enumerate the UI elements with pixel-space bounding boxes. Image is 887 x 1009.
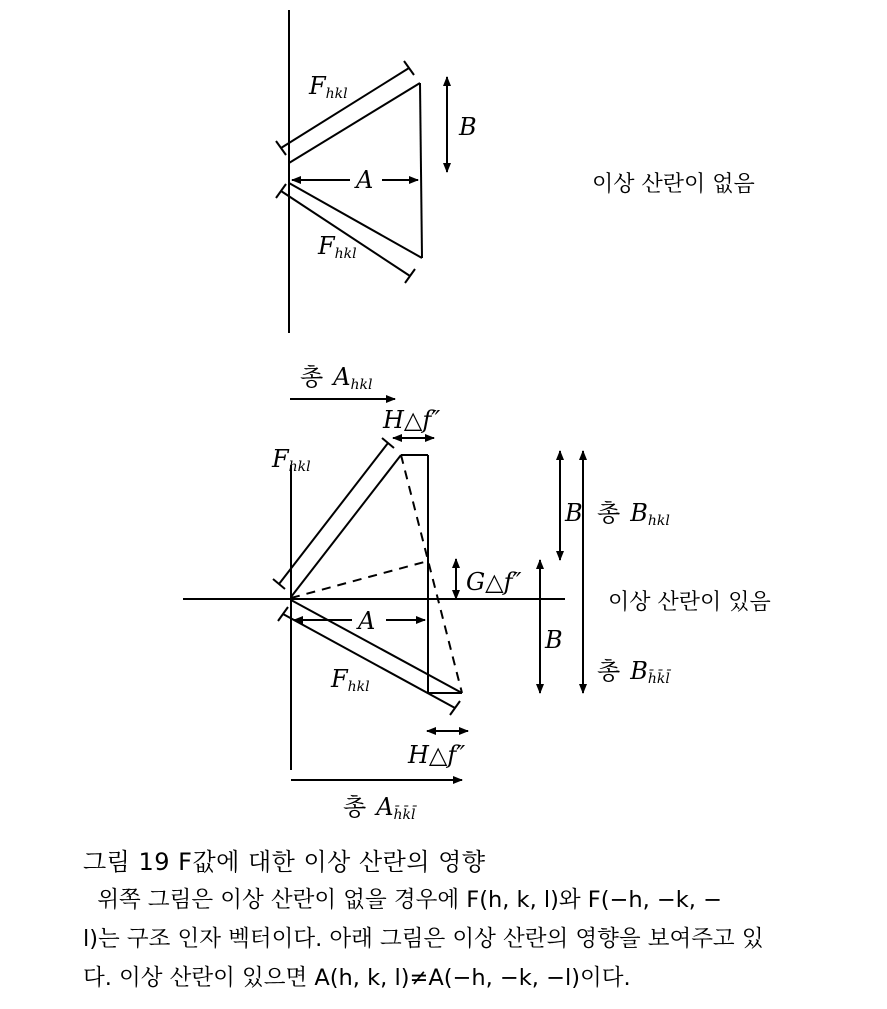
figure-caption-body: 위쪽 그림은 이상 산란이 없을 경우에 F(h, k, l)와 F(−h, −k, − l)는 구조 인자 벡터이다. 아래 그림은 이상 산란의 영향을 보여주고 있 다. 이상 산란이 있으면 A(h, k, l)≠A(−h, −k, −l)이다.: [83, 887, 764, 991]
bottom-total-a-bottom-label: 총 Ah̄k̄l̄: [343, 793, 416, 823]
top-b-label: B: [459, 113, 477, 141]
figure-caption: [83, 842, 883, 998]
top-f-upper-tick-start: [276, 141, 286, 155]
bottom-total-b-bar-label: 총 Bh̄k̄l̄: [597, 657, 670, 687]
bottom-dashed-to-a: [291, 561, 428, 598]
top-labels: [308, 72, 755, 262]
top-triangle-right-edge: [420, 83, 422, 258]
top-f-lower-bracket: [281, 191, 410, 276]
bottom-h-delta-bottom-label: H△f″: [408, 741, 466, 769]
bottom-condition-label: 이상 산란이 있음: [608, 590, 771, 615]
bottom-g-delta-label: G△f″: [466, 568, 522, 596]
bottom-total-b-hkl-label: 총 Bhkl: [597, 499, 670, 529]
bottom-f-upper-vector: [291, 455, 401, 597]
top-f-upper-bracket: [281, 68, 409, 148]
bottom-labels: [271, 363, 771, 823]
figure-caption-title: 그림 19 F값에 대한 이상 산란의 영향: [83, 848, 486, 876]
top-condition-label: 이상 산란이 없음: [592, 172, 755, 197]
bottom-h-delta-top-label: H△f″: [383, 406, 441, 434]
bottom-total-a-top-label: 총 Ahkl: [300, 363, 373, 393]
bottom-f-lower-tick-end: [450, 701, 460, 715]
top-f-lower-label: Fhkl: [318, 232, 357, 262]
top-f-upper-label: Fhkl: [309, 72, 348, 102]
bottom-f-lower-label: Fhkl: [331, 665, 370, 695]
bottom-f-upper-label: Fhkl: [272, 445, 311, 475]
bottom-b-upper-label: B: [565, 499, 583, 527]
top-a-label: A: [356, 166, 374, 194]
top-f-lower-tick-start: [276, 184, 286, 198]
bottom-a-label: A: [358, 607, 376, 635]
bottom-f-lower-vector: [291, 600, 462, 693]
bottom-b-lower-label: B: [545, 626, 563, 654]
bottom-f-lower-tick-start: [278, 607, 288, 621]
bottom-diagram: [183, 399, 583, 780]
bottom-f-upper-tick-end: [382, 438, 394, 448]
bottom-dashed-diagonal: [401, 455, 462, 693]
bottom-f-upper-tick-start: [273, 579, 285, 589]
top-f-lower-tick-end: [405, 269, 415, 283]
top-f-upper-tick-end: [404, 61, 414, 75]
